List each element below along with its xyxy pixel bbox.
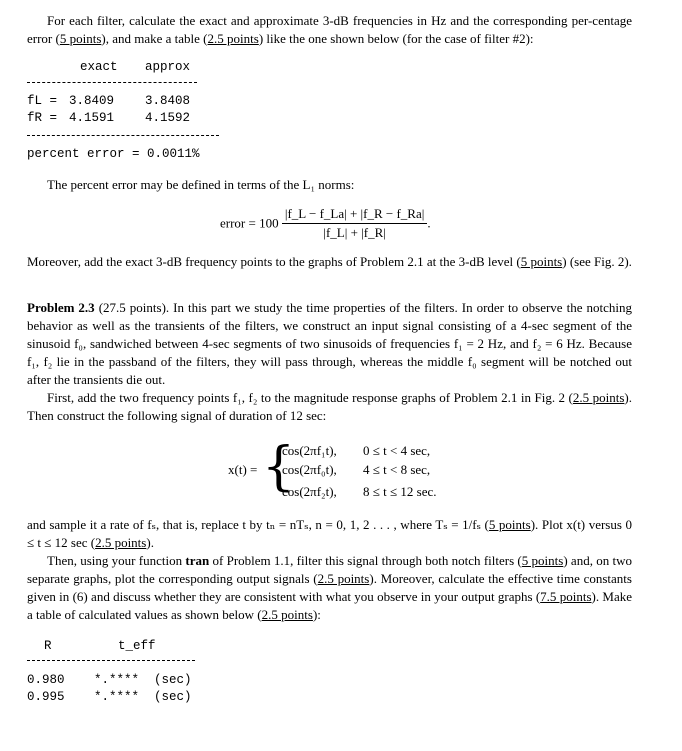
problem-text: (27.5 points). In this part we study the time properties of the filters. In order to observe the notching behavior as well as the transients of the filters, we construct an input signal consisting of a 4-sec segment of the sinusoid f₀, sandwiched between 4-sec segments of two sinusoids of frequencies f₁ = 2 Hz, and f₂ = 6 Hz. Because f₁, f₂ lie in the passband of the filters, they will pass through, whereas the middle f₀ segment will be notched out after the transients die out. <box>27 300 632 387</box>
points-label: 2.5 points <box>261 607 313 622</box>
table2-header-teff: t_eff <box>118 639 156 653</box>
moreover-text: ) (see Fig. 2). <box>562 254 632 269</box>
table1-row-approx: 4.1592 <box>145 111 191 125</box>
formula-fraction <box>282 205 428 242</box>
table1-row-label: fR = <box>27 111 58 125</box>
table2-row-unit: (sec) <box>154 690 192 704</box>
table1-rule <box>27 82 197 83</box>
sample-text: ). Plot x(t) versus 0 ≤ t ≤ 12 sec ( <box>27 517 632 550</box>
table2-row-teff: *.**** <box>94 673 140 687</box>
intro-text: For each filter, calculate the exact and approximate 3-dB frequencies in Hz and the corresponding per-centage error ( <box>27 13 632 46</box>
table2-rule <box>27 660 195 661</box>
then-text: of Problem 1.1, filter this signal through both notch filters ( <box>209 553 522 568</box>
sample-text: and sample it a rate of fₛ, that is, replace t by tₙ = nTₛ, n = 0, 1, 2 . . . , where Tₛ = 1/fₛ ( <box>27 517 489 532</box>
first-text: ). Then construct the following signal of duration of 12 sec: <box>27 390 632 423</box>
table2-row-teff: *.**** <box>94 690 140 704</box>
table2-row-r: 0.995 <box>27 690 65 704</box>
points-label: 5 points <box>521 553 564 568</box>
then-text: ): <box>312 607 321 622</box>
formula-lhs: error = 100 <box>220 215 279 231</box>
function-name: tran <box>185 553 210 568</box>
signal-case-expr: cos(2πf₂t), <box>282 484 337 499</box>
signal-case-cond: 0 ≤ t < 4 sec, <box>363 443 431 458</box>
then-paragraph <box>27 552 632 624</box>
percent-definition: The percent error may be defined in terms of the L₁ norms: <box>47 177 355 192</box>
moreover-text: Moreover, add the exact 3-dB frequency points to the graphs of Problem 2.1 at the 3-dB level ( <box>27 254 521 269</box>
points-label: 5 points <box>59 31 102 46</box>
table1-row-approx: 3.8408 <box>145 94 191 108</box>
sample-paragraph <box>27 516 632 552</box>
intro-text: ) like the one shown below (for the case of filter #2): <box>258 31 534 46</box>
signal-case-expr: cos(2πf₀t), <box>282 462 337 477</box>
table1-header-exact: exact <box>80 60 118 74</box>
table2-row-unit: (sec) <box>154 673 192 687</box>
error-formula: error = 100 $\frac{|f\_L - f\_La| + |f\_R - f\_Ra|}{|f\_L| + |f\_R|}$ . <box>220 206 431 240</box>
points-label: 5 points <box>488 517 531 532</box>
table2-header-r: R <box>44 639 52 653</box>
formula-denominator: |f_L| + |f_R| <box>323 225 386 240</box>
then-text: ) and, on two separate graphs, plot the corresponding output signals ( <box>27 553 632 586</box>
first-paragraph <box>27 389 632 425</box>
then-text: ). Moreover, calculate the effective time constants given in (6) and discuss whether they are consistent with what you observe in your output graphs ( <box>27 571 632 604</box>
signal-case-cond: 4 ≤ t < 8 sec, <box>363 462 431 477</box>
signal-case-expr: cos(2πf₁t), <box>282 443 337 458</box>
problem-title: Problem 2.3 <box>27 300 95 315</box>
table2-row-r: 0.980 <box>27 673 65 687</box>
signal-case-cond: 8 ≤ t ≤ 12 sec. <box>363 484 437 499</box>
table1-header-approx: approx <box>145 60 191 74</box>
problem-2-3-paragraph <box>27 299 632 389</box>
intro-paragraph <box>27 12 632 48</box>
table1-rule <box>27 135 219 136</box>
points-label: 2.5 points <box>207 31 259 46</box>
signal-lhs: x(t) = <box>228 462 258 477</box>
moreover-paragraph <box>27 253 632 271</box>
points-label: 5 points <box>520 254 563 269</box>
points-label: 2.5 points <box>95 535 147 550</box>
left-brace: { <box>262 437 296 497</box>
intro-text: ), and make a table ( <box>101 31 208 46</box>
percent-error-line: percent error = 0.0011% <box>27 147 200 161</box>
points-label: 2.5 points <box>317 571 370 586</box>
first-text: First, add the two frequency points f₁, f₂ to the magnitude response graphs of Problem 2.1 in Fig. 2 ( <box>47 390 573 405</box>
sample-text: ). <box>146 535 154 550</box>
table1-row-label: fL = <box>27 94 58 108</box>
points-label: 7.5 points <box>540 589 592 604</box>
formula-numerator: |f_L − f_La| + |f_R − f_Ra| <box>282 205 428 224</box>
table1-row-exact: 4.1591 <box>69 111 115 125</box>
table1-row-exact: 3.8409 <box>69 94 115 108</box>
then-text: ). Make a table of calculated values as shown below ( <box>27 589 632 622</box>
points-label: 2.5 points <box>572 390 625 405</box>
then-text: Then, using your function <box>47 553 186 568</box>
